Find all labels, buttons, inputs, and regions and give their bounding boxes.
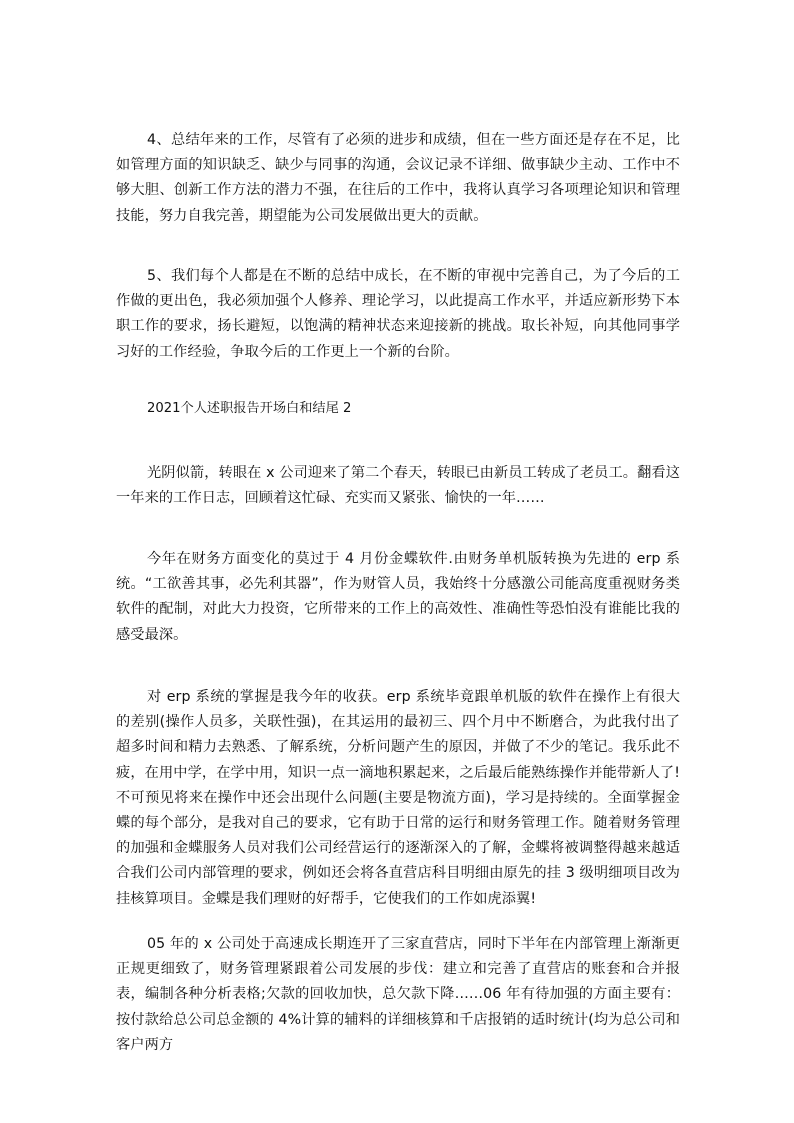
paragraph-point-5: 5、我们每个人都是在不断的总结中成长，在不断的审视中完善自己，为了今后的工作做的更出色，我必须加强个人修养、理论学习，以此提高工作水平，并适应新形势下本职工作的要求，扬长避短，以饱满的精神状态来迎接新的挑战。取长补短，向其他同事学习好的工作经验，争取今后的工作更上一个新的台阶。 [116, 268, 680, 360]
paragraph-intro: 光阴似箭，转眼在 x 公司迎来了第二个春天，转眼已由新员工转成了老员工。翻看这一年来的工作日志，回顾着这忙碌、充实而又紧张、愉快的一年…… [116, 465, 680, 507]
paragraph-erp-mastery: 对 erp 系统的掌握是我今年的收获。erp 系统毕竟跟单机版的软件在操作上有很大的差别(操作人员多，关联性强)，在其运用的最初三、四个月中不断磨合，为此我付出了超多时间和精力去熟悉、了解系统，分析问题产生的原因，并做了不少的笔记。我乐此不疲，在用中学，在学中用，知识一点一滴地积累起来，之后最后能熟练操作并能带新人了!不可预见将来在操作中还会出现什么问题(主要是物流方面)，学习是持续的。全面掌握金蝶的每个部分，是我对自己的要求，它有助于日常的运行和财务管理工作。随着财务管理的加强和金蝶服务人员对我们公司经营运行的逐渐深入的了解，金蝶将被调整得越来越适合我们公司内部管理的要求，例如还会将各直营店科目明细由原先的挂 3 级明细项目改为挂核算项目。金蝶是我们理财的好帮手，它使我们的工作如虎添翼! [116, 689, 680, 907]
paragraph-software-change: 今年在财务方面变化的莫过于 4 月份金蝶软件.由财务单机版转换为先进的 erp 系统。“工欲善其事，必先利其器”，作为财管人员，我始终十分感激公司能高度重视财务类软件的配制，对此大力投资，它所带来的工作上的高效性、准确性等恐怕没有谁能比我的感受最深。 [116, 551, 680, 643]
paragraph-point-4: 4、总结年来的工作，尽管有了必须的进步和成绩，但在一些方面还是存在不足，比如管理方面的知识缺乏、缺少与同事的沟通，会议记录不详细、做事缺少主动、工作中不够大胆、创新工作方法的潜力不强，在往后的工作中，我将认真学习各项理论知识和管理技能，努力自我完善，期望能为公司发展做出更大的贡献。 [116, 132, 680, 224]
paragraph-company-growth: 05 年的 x 公司处于高速成长期连开了三家直营店，同时下半年在内部管理上渐渐更正规更细致了，财务管理紧跟着公司发展的步伐：建立和完善了直营店的账套和合并报表，编制各种分析表格;欠款的回收加快，总欠款下降……06 年有待加强的方面主要有：按付款给总公司总金额的 4%计算的辅料的详细核算和千店报销的适时统计(均为总公司和客户两方 [116, 936, 680, 1053]
section-heading: 2021个人述职报告开场白和结尾 2 [147, 401, 352, 416]
